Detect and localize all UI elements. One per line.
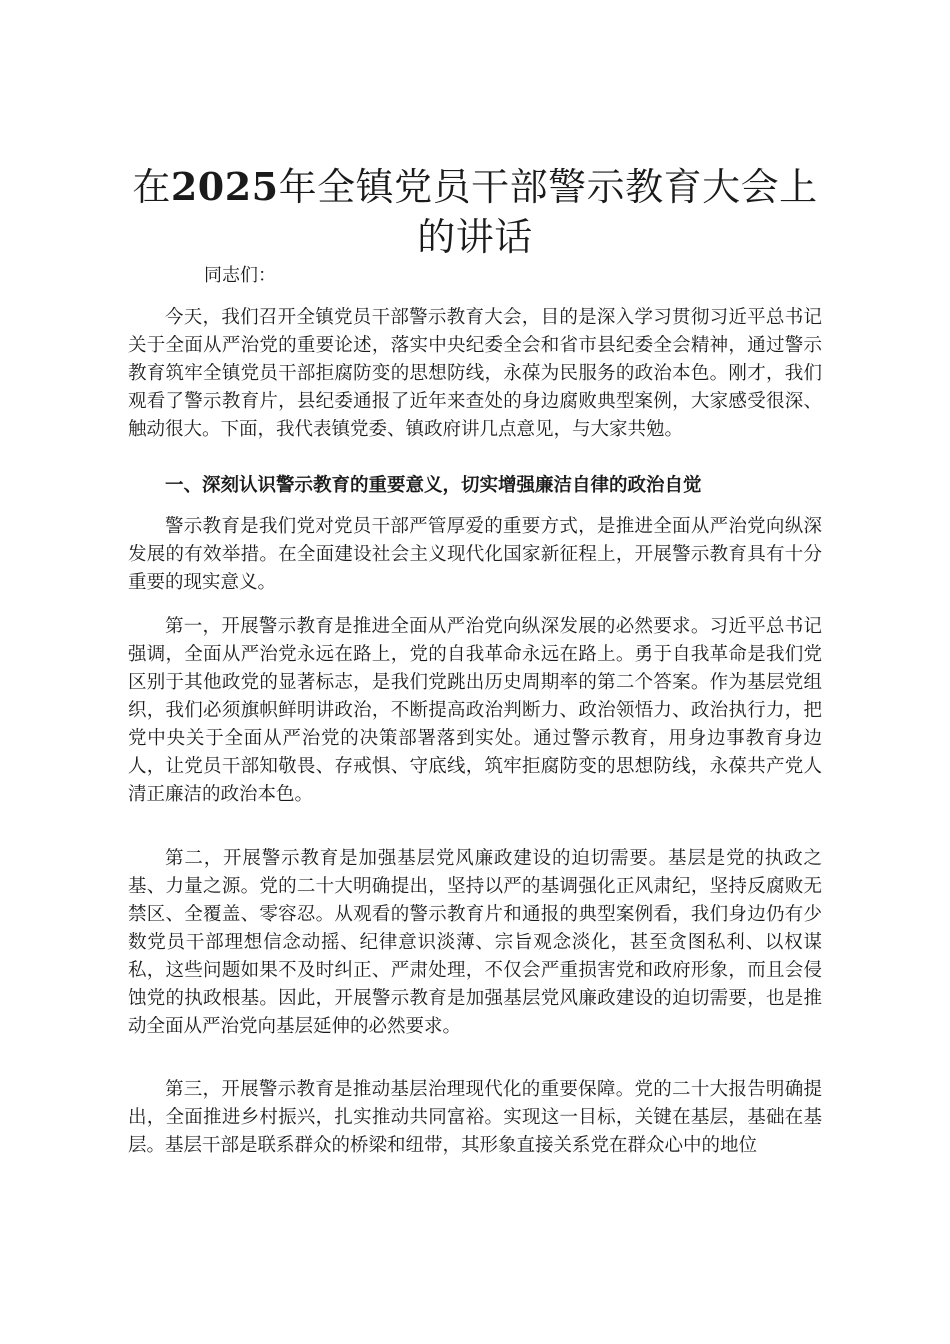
- title-rest: 年全镇党员干部警示教育大会上的讲话: [278, 165, 818, 259]
- title-year: 2025: [170, 164, 279, 209]
- title-prefix: 在: [132, 165, 171, 209]
- paragraph-point-1: 第一，开展警示教育是推进全面从严治党向纵深发展的必然要求。习近平总书记强调，全面从严治党永远在路上，党的自我革命永远在路上。勇于自我革命是我们党区别于其他政党的显著标志，是我们党跳出历史周期率的第二个答案。作为基层党组织，我们必须旗帜鲜明讲政治，不断提高政治判断力、政治领悟力、政治执行力，把党中央关于全面从严治党的决策部署落到实处。通过警示教育，用身边事教育身边人，让党员干部知敬畏、存戒惧、守底线，筑牢拒腐防变的思想防线，永葆共产党人清正廉洁的政治本色。: [128, 616, 822, 805]
- salutation: 同志们：: [204, 265, 276, 286]
- paragraph-point-3: 第三，开展警示教育是推动基层治理现代化的重要保障。党的二十大报告明确提出，全面推进乡村振兴，扎实推动共同富裕。实现这一目标，关键在基层，基础在基层。基层干部是联系群众的桥梁和纽带，其形象直接关系党在群众心中的地位: [128, 1079, 822, 1156]
- paragraph-opening: 今天，我们召开全镇党员干部警示教育大会，目的是深入学习贯彻习近平总书记关于全面从严治党的重要论述，落实中央纪委全会和省市县纪委全会精神，通过警示教育筑牢全镇党员干部拒腐防变的思想防线，永葆为民服务的政治本色。刚才，我们观看了警示教育片，县纪委通报了近年来查处的身边腐败典型案例，大家感受很深、触动很大。下面，我代表镇党委、镇政府讲几点意见，与大家共勉。: [128, 307, 822, 440]
- document-title: [120, 162, 830, 262]
- section-heading-1: 一、深刻认识警示教育的重要意义，切实增强廉洁自律的政治自觉: [165, 475, 702, 496]
- paragraph-point-2: 第二，开展警示教育是加强基层党风廉政建设的迫切需要。基层是党的执政之基、力量之源。党的二十大明确提出，坚持以严的基调强化正风肃纪，坚持反腐败无禁区、全覆盖、零容忍。从观看的警示教育片和通报的典型案例看，我们身边仍有少数党员干部理想信念动摇、纪律意识淡薄、宗旨观念淡化，甚至贪图私利、以权谋私，这些问题如果不及时纠正、严肃处理，不仅会严重损害党和政府形象，而且会侵蚀党的执政根基。因此，开展警示教育是加强基层党风廉政建设的迫切需要，也是推动全面从严治党向基层延伸的必然要求。: [128, 848, 822, 1037]
- paragraph-intro: 警示教育是我们党对党员干部严管厚爱的重要方式，是推进全面从严治党向纵深发展的有效举措。在全面建设社会主义现代化国家新征程上，开展警示教育具有十分重要的现实意义。: [128, 516, 822, 593]
